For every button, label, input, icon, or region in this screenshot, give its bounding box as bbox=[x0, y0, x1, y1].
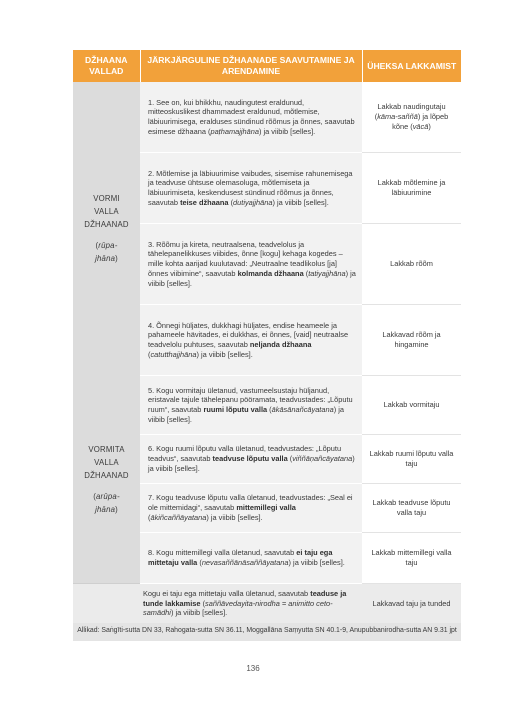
table-header-row bbox=[73, 50, 461, 82]
realm-form-pali: (rūpa- bbox=[95, 241, 118, 251]
row-3-description: 3. Rõõmu ja kireta, neutraalsena, teadvelolus ja tähelepanelikkuses viibides, õnne [kogu] kehaga kogedes – mille kohta aarijad kuulutavad: „Neutraalne teadlikolus [ja] õnnes viibimine“, saavutab kolmanda džhaana (tatiyajjhāna) ja viibib [selles]. bbox=[140, 224, 362, 305]
sources-row bbox=[73, 623, 461, 641]
table-row bbox=[73, 82, 461, 153]
row-4-description: 4. Õnnegi hüljates, dukkhagi hüljates, endise heameele ja pahameele hävitades, ei dukkhas, ei õnnes, [vaid] neutraalse teadvelolu puhtuses, saavutab neljanda džhaana (catutthajjhāna) ja viibib [selles]. bbox=[140, 305, 362, 376]
jhana-table bbox=[73, 50, 461, 641]
sources-note: Allikad: Saṅgīti-sutta DN 33, Rahogata-sutta SN 36.11, Moggallāna Saṃyutta SN 40.1-9, Anupubbanirodha-sutta AN 9.31 jpt bbox=[73, 623, 461, 641]
realm-form-cell: VORMI VALLA DŽHAANAD (rūpa- jhāna) bbox=[73, 82, 140, 376]
jhana-table-page bbox=[73, 50, 461, 641]
row-7-cessation: Lakkab teadvuse lõputu valla taju bbox=[362, 484, 461, 533]
row-5-cessation: Lakkab vormitaju bbox=[362, 376, 461, 435]
realm-formless-line3: DŽHAANAD bbox=[84, 470, 129, 480]
row-8-cessation: Lakkab mittemillegi valla taju bbox=[362, 533, 461, 584]
realm-form-line1: VORMI bbox=[93, 194, 120, 204]
row-2-cessation: Lakkab mõtlemine ja läbiuurimine bbox=[362, 153, 461, 224]
header-attainment: JÄRKJÄRGULINE DŽHAANADE SAAVUTAMINE JA ARENDAMINE bbox=[140, 50, 362, 82]
final-row-cessation: Lakkavad taju ja tunded bbox=[362, 584, 461, 624]
realm-form-line3: DŽHAANAD bbox=[84, 220, 129, 230]
realm-form-line2: VALLA bbox=[94, 207, 119, 217]
row-2-description: 2. Mõtlemise ja läbiuurimise vaibudes, sisemise rahunemisega ja teadvuse ühtsuse olemasoluga, mõtlemiseta ja läbiuurimiseta, keskendusest sündinud rõõmus ja õnnes, saavutab teise džhaana (dutiyajjhāna) ja viibib [selles]. bbox=[140, 153, 362, 224]
table-row bbox=[73, 584, 461, 624]
realm-formless-cell: VORMITA VALLA DŽHAANAD (arūpa- jhāna) bbox=[73, 376, 140, 584]
page-number: 136 bbox=[246, 664, 260, 673]
realm-form-pali-2: jhāna bbox=[95, 254, 116, 264]
row-3-cessation: Lakkab rõõm bbox=[362, 224, 461, 305]
row-5-description: 5. Kogu vormitaju ületanud, vastumeelsustaju hüljanud, eristavale tajule tähelepanu pööramata, teadvustades: „Lõputu ruum“, saavutab ruumi lõputu valla (ākāsānañcāyatana) ja viibib [selles]. bbox=[140, 376, 362, 435]
final-row-description: Kogu ei taju ega mittetaju valla ületanud, saavutab teaduse ja tunde lakkamise (saññāvedayita-nirodha = animitto ceto-samādhi) ja viibib [selles]. bbox=[73, 584, 362, 624]
realm-formless-pali: (arūpa- bbox=[93, 491, 120, 501]
realm-formless-line1: VORMITA bbox=[88, 444, 125, 454]
table-row bbox=[73, 376, 461, 435]
row-7-description: 7. Kogu teadvuse lõputu valla ületanud, teadvustades: „Seal ei ole mittemidagi“, saavutab mittemillegi valla (ākiñcaññāyatana) ja viibib [selles]. bbox=[140, 484, 362, 533]
row-4-cessation: Lakkavad rõõm ja hingamine bbox=[362, 305, 461, 376]
realm-formless-line2: VALLA bbox=[94, 457, 119, 467]
realm-formless-pali-2: jhāna bbox=[95, 504, 116, 514]
row-6-cessation: Lakkab ruumi lõputu valla taju bbox=[362, 435, 461, 484]
row-8-description: 8. Kogu mittemillegi valla ületanud, saavutab ei taju ega mittetaju valla (nevasaññānāsaññāyatana) ja viibib [selles]. bbox=[140, 533, 362, 584]
header-realms: DŽHAANA VALLAD bbox=[73, 50, 140, 82]
row-1-description: 1. See on, kui bhikkhu, naudingutest eraldunud, mitteoskuslikest dhammadest eraldunud, mõtlemise, läbiuurimisega, eralduses sündinud rõõmus ja õnnes, saavutab esimese džhaana (paṭhamajjhāna) ja viibib [selles]. bbox=[140, 82, 362, 153]
header-cessations: ÜHEKSA LAKKAMIST bbox=[362, 50, 461, 82]
row-1-cessation: Lakkab naudingutaju (kāma-saññā) ja lõpeb kõne (vācā) bbox=[362, 82, 461, 153]
row-6-description: 6. Kogu ruumi lõputu valla ületanud, teadvustades: „Lõputu teadvus“, saavutab teadvuse lõputu valla (viññāṇañcāyatana) ja viibib [selles]. bbox=[140, 435, 362, 484]
